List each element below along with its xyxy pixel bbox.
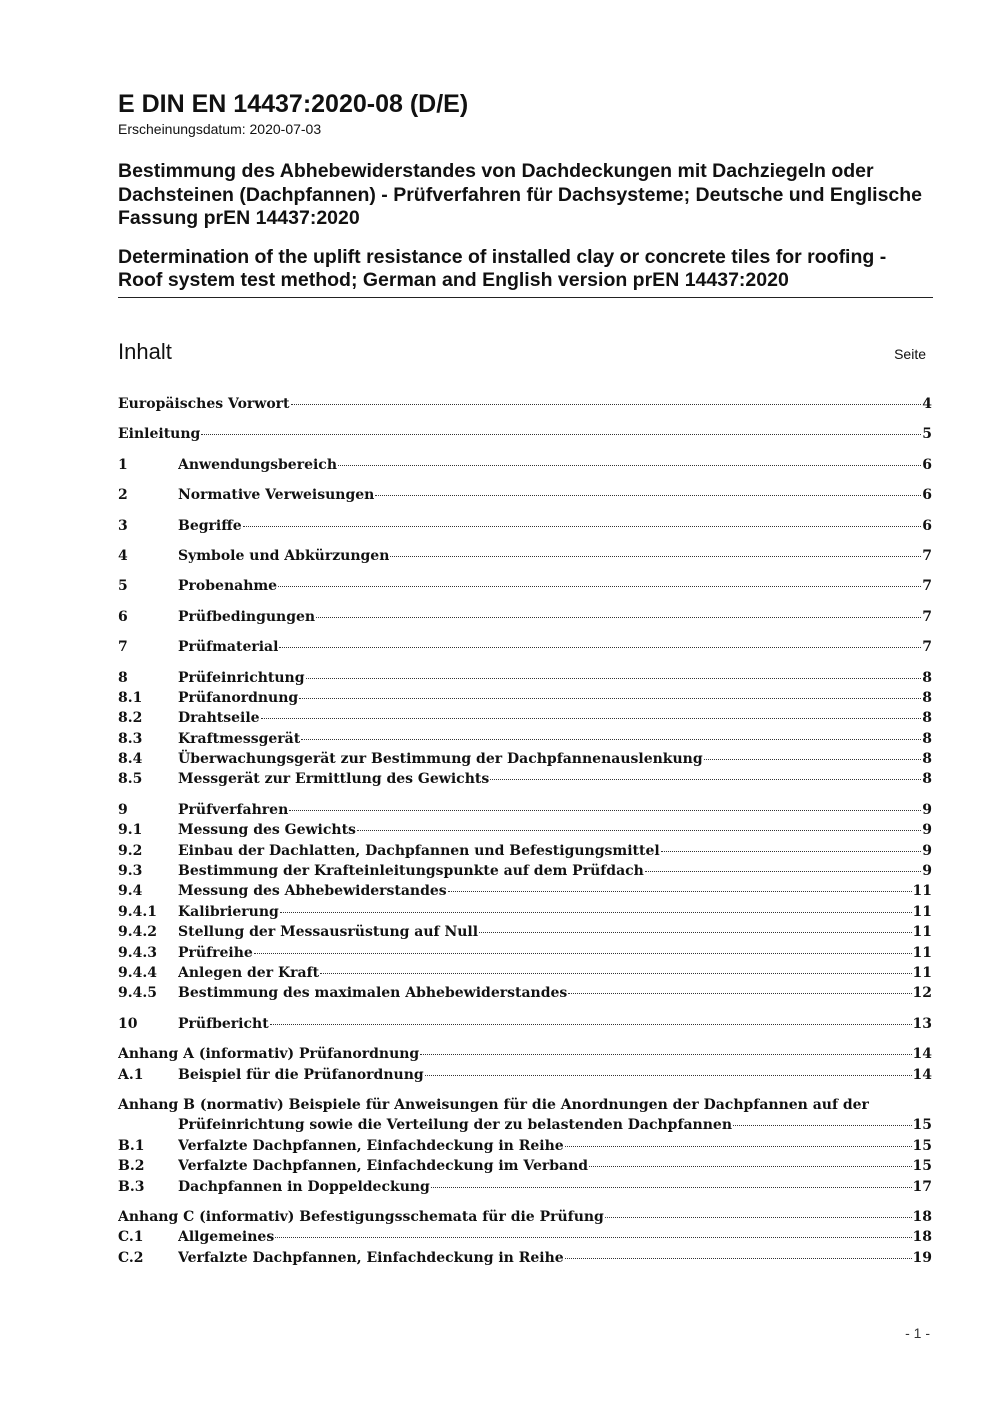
- toc-entry-number: 5: [118, 578, 128, 595]
- toc-entry-label: Drahtseile: [178, 710, 260, 727]
- toc-entry-label: Prüfreihe: [178, 944, 253, 961]
- leader-dots: [278, 585, 921, 587]
- toc-entry-number: 7: [118, 639, 128, 656]
- toc-entry-label: Anhang C (informativ) Befestigungsschemata für die Prüfung: [118, 1208, 604, 1225]
- toc-entry-number: 9.3: [118, 863, 143, 880]
- toc-entry[interactable]: [118, 922, 932, 942]
- toc-entry-page: 11: [912, 924, 932, 941]
- toc-page-label: Seite: [894, 346, 926, 362]
- toc-entry[interactable]: [118, 1065, 932, 1085]
- toc-entry-number: A.1: [118, 1066, 144, 1083]
- toc-entry-number: 8.5: [118, 771, 143, 788]
- toc-entry-label: Messung des Gewichts: [178, 822, 356, 839]
- toc-entry-number: C.2: [118, 1249, 144, 1266]
- toc-entry-label: Allgemeines: [178, 1229, 275, 1246]
- leader-dots: [568, 992, 911, 994]
- toc-entry-label: Bestimmung der Krafteinleitungspunkte auf dem Prüfdach: [178, 863, 644, 880]
- leader-dots: [316, 616, 921, 618]
- toc-entry-page: 9: [922, 863, 932, 880]
- leader-dots: [589, 1165, 911, 1167]
- title-english: Determination of the uplift resistance of installed clay or concrete tiles for roofing - Roof system test method; German and English version prEN 14437:2020: [118, 245, 887, 291]
- toc-entry[interactable]: [118, 1156, 932, 1176]
- leader-dots: [299, 697, 921, 699]
- toc-entry-page: 9: [922, 822, 932, 839]
- toc-entry[interactable]: [118, 688, 932, 708]
- toc-entry-label: Kraftmessgerät: [178, 730, 301, 747]
- leader-dots: [270, 1023, 912, 1025]
- toc-entry-label: Prüfeinrichtung: [178, 669, 305, 686]
- toc-entry-label: Einleitung: [118, 426, 201, 443]
- toc-entry-label: Prüfeinrichtung sowie die Verteilung der zu belastenden Dachpfannen: [178, 1117, 733, 1134]
- leader-dots: [490, 778, 921, 780]
- title-divider: [118, 297, 933, 298]
- toc-entry-page: 9: [922, 801, 932, 818]
- toc-entry-number: 9.4.1: [118, 903, 157, 920]
- toc-entry-page: 7: [922, 547, 932, 564]
- toc-entry-annex-c[interactable]: [118, 1207, 932, 1227]
- toc-entry[interactable]: [118, 1136, 932, 1156]
- leader-dots: [479, 931, 911, 933]
- toc-entry-number: 3: [118, 517, 128, 534]
- toc-entry-label: Bestimmung des maximalen Abhebewiderstandes: [178, 985, 568, 1002]
- leader-dots: [291, 403, 922, 405]
- toc-entry[interactable]: [118, 769, 932, 789]
- leader-dots: [425, 1074, 912, 1076]
- toc-entry[interactable]: [118, 607, 932, 627]
- toc-entry-number: C.1: [118, 1229, 144, 1246]
- toc-entry-number: 8: [118, 669, 128, 686]
- toc-entry-page: 14: [912, 1046, 932, 1063]
- toc-entry-page: 7: [922, 608, 932, 625]
- toc-entry-label: Anwendungsbereich: [178, 456, 337, 473]
- title-german: Bestimmung des Abhebewiderstandes von Dachdeckungen mit Dachziegeln oder Dachsteinen (Dachpfannen) - Prüfverfahren für Dachsysteme; Deutsche und Englische Fassung prEN 14437:2020: [118, 160, 923, 229]
- toc-entry-number: B.3: [118, 1178, 145, 1195]
- toc-entry-number: 10: [118, 1015, 138, 1032]
- toc-entry-page: 6: [922, 456, 932, 473]
- toc-entry-label: Europäisches Vorwort: [118, 396, 290, 412]
- toc-entry-label: Anhang B (normativ) Beispiele für Anweisungen für die Anordnungen der Dachpfannen auf der: [118, 1096, 869, 1113]
- toc-entry-label: Symbole und Abkürzungen: [178, 547, 390, 564]
- leader-dots: [254, 952, 912, 954]
- leader-dots: [420, 1053, 911, 1055]
- leader-dots: [645, 870, 921, 872]
- toc-entry-label: Kalibrierung: [178, 903, 279, 920]
- toc-entry[interactable]: [118, 1248, 932, 1268]
- toc-entry-number: 9.4.5: [118, 985, 157, 1002]
- toc-entry-number: 8.3: [118, 730, 143, 747]
- toc-entry-page: 11: [912, 883, 932, 900]
- leader-dots: [704, 758, 922, 760]
- toc-entry-label: Einbau der Dachlatten, Dachpfannen und Befestigungsmittel: [178, 842, 660, 859]
- leader-dots: [261, 717, 922, 719]
- toc-entry[interactable]: [118, 516, 932, 536]
- toc-entry-label: Prüfverfahren: [178, 801, 289, 818]
- toc-entry-label: Anlegen der Kraft: [178, 964, 320, 981]
- toc-entry-number: B.1: [118, 1137, 145, 1154]
- toc-entry-page: 8: [922, 689, 932, 706]
- toc-entry[interactable]: [118, 668, 932, 688]
- leader-dots: [661, 850, 922, 852]
- toc-entry[interactable]: [118, 1227, 932, 1247]
- toc-entry-number: 9.4.3: [118, 944, 157, 961]
- toc-entry-label: Anhang A (informativ) Prüfanordnung: [118, 1046, 420, 1063]
- leader-dots: [301, 738, 921, 740]
- leader-dots: [431, 1186, 912, 1188]
- toc-entry-label: Verfalzte Dachpfannen, Einfachdeckung in Reihe: [178, 1249, 564, 1266]
- leader-dots: [605, 1216, 912, 1218]
- toc-entry[interactable]: [118, 820, 932, 840]
- toc-entry-label: Prüfbedingungen: [178, 608, 316, 625]
- toc-entry[interactable]: [118, 963, 932, 983]
- leader-dots: [320, 972, 911, 974]
- toc-entry-number: 1: [118, 456, 128, 473]
- toc-entry[interactable]: [118, 881, 932, 901]
- toc-entry-label: Probenahme: [178, 578, 278, 595]
- leader-dots: [448, 890, 912, 892]
- toc-entry[interactable]: [118, 576, 932, 596]
- toc-entry-label: Begriffe: [178, 517, 242, 534]
- toc-entry-number: 8.2: [118, 710, 143, 727]
- toc-entry-label: Messgerät zur Ermittlung des Gewichts: [178, 771, 490, 788]
- toc-entry[interactable]: [118, 729, 932, 749]
- toc-entry-number: 9.4: [118, 883, 143, 900]
- toc-entry-label: Beispiel für die Prüfanordnung: [178, 1066, 424, 1083]
- toc-entry-annex-b[interactable]: [118, 1095, 932, 1136]
- leader-dots: [275, 1236, 911, 1238]
- toc-entry-label: Prüfbericht: [178, 1015, 269, 1032]
- leader-dots: [280, 911, 912, 913]
- publication-date: Erscheinungsdatum: 2020-07-03: [118, 121, 322, 137]
- leader-dots: [375, 494, 921, 496]
- toc-entry[interactable]: [118, 800, 932, 820]
- page-number: - 1 -: [905, 1325, 930, 1341]
- toc-entry-page: 17: [912, 1178, 932, 1195]
- toc-entry-label: Stellung der Messausrüstung auf Null: [178, 924, 479, 941]
- toc-entry-number: 6: [118, 608, 128, 625]
- toc-entry-number: 9: [118, 801, 128, 818]
- document-id: E DIN EN 14437:2020-08 (D/E): [118, 90, 469, 118]
- toc-entry[interactable]: [118, 485, 932, 505]
- toc-entry[interactable]: [118, 708, 932, 728]
- toc-entry-page: 8: [922, 771, 932, 788]
- toc-entry-label: Prüfmaterial: [178, 639, 279, 656]
- toc-entry-page: 7: [922, 578, 932, 595]
- toc-entry-page: 18: [912, 1208, 932, 1225]
- toc-entry-page: 9: [922, 842, 932, 859]
- toc-entry-number: 9.1: [118, 822, 143, 839]
- toc-entry-label: Normative Verweisungen: [178, 487, 375, 504]
- toc-entry-number: 8.4: [118, 751, 143, 768]
- toc-entry-page: 8: [922, 730, 932, 747]
- toc-entry[interactable]: [118, 841, 932, 861]
- toc-header: [118, 338, 926, 368]
- toc-entry-page: 5: [922, 426, 932, 443]
- toc-entry-page: 19: [912, 1249, 932, 1266]
- leader-dots: [565, 1257, 912, 1259]
- toc-entry-page: 11: [912, 903, 932, 920]
- toc-entry-page: 14: [912, 1066, 932, 1083]
- toc-entry-label: Dachpfannen in Doppeldeckung: [178, 1178, 430, 1195]
- toc-title: Inhalt: [118, 339, 172, 364]
- toc-entry[interactable]: [118, 983, 932, 1003]
- toc-entry-page: 8: [922, 669, 932, 686]
- toc-entry[interactable]: [118, 749, 932, 769]
- toc-entry-page: 11: [912, 964, 932, 981]
- toc-entry-label: Verfalzte Dachpfannen, Einfachdeckung in Reihe: [178, 1137, 564, 1154]
- toc-entry[interactable]: [118, 943, 932, 963]
- toc-entry-page: 8: [922, 751, 932, 768]
- toc-entry-continuation: [118, 1115, 932, 1135]
- leader-dots: [201, 433, 921, 435]
- leader-dots: [306, 677, 922, 679]
- toc-entry-page: 15: [912, 1137, 932, 1154]
- toc-entry-page: 13: [912, 1015, 932, 1032]
- leader-dots: [565, 1145, 912, 1147]
- toc-entry-number: 4: [118, 547, 128, 564]
- toc-entry[interactable]: [118, 424, 932, 444]
- toc-entry-page: 15: [912, 1158, 932, 1175]
- toc-entry[interactable]: [118, 861, 932, 881]
- toc-entry-label: Messung des Abhebewiderstandes: [178, 883, 447, 900]
- toc-entry-page: 7: [922, 639, 932, 656]
- toc-entry-label: Verfalzte Dachpfannen, Einfachdeckung im Verband: [178, 1158, 589, 1175]
- toc-entry[interactable]: [118, 546, 932, 566]
- toc-entry-page: 6: [922, 487, 932, 504]
- toc-entry-label: Überwachungsgerät zur Bestimmung der Dachpfannenauslenkung: [178, 751, 703, 768]
- leader-dots: [338, 464, 921, 466]
- toc-entry-number: B.2: [118, 1158, 145, 1175]
- toc-entry-page: 11: [912, 944, 932, 961]
- toc-entry-label: Prüfanordnung: [178, 689, 299, 706]
- leader-dots: [733, 1124, 912, 1126]
- toc-entry-number: 8.1: [118, 689, 143, 706]
- leader-dots: [279, 646, 921, 648]
- toc-entry-number: 2: [118, 487, 128, 504]
- leader-dots: [357, 829, 921, 831]
- toc-entry-number: 9.2: [118, 842, 143, 859]
- leader-dots: [289, 809, 921, 811]
- toc-entry-page: 12: [912, 985, 932, 1002]
- toc-entry-number: 9.4.2: [118, 924, 157, 941]
- leader-dots: [390, 555, 921, 557]
- toc-entry[interactable]: [118, 394, 932, 414]
- toc-entry-annex-a[interactable]: [118, 1044, 932, 1064]
- leader-dots: [243, 525, 922, 527]
- table-of-contents: [118, 394, 932, 1268]
- toc-entry-page: 4: [922, 396, 932, 412]
- toc-entry-number: 9.4.4: [118, 964, 157, 981]
- toc-entry-page: 8: [922, 710, 932, 727]
- toc-entry[interactable]: [118, 1014, 932, 1034]
- toc-entry[interactable]: [118, 1177, 932, 1197]
- toc-entry[interactable]: [118, 637, 932, 657]
- document-header: [118, 88, 933, 296]
- toc-entry[interactable]: [118, 902, 932, 922]
- toc-entry-page: 6: [922, 517, 932, 534]
- toc-entry-page: 15: [912, 1117, 932, 1134]
- toc-entry[interactable]: [118, 455, 932, 475]
- toc-entry-page: 18: [912, 1229, 932, 1246]
